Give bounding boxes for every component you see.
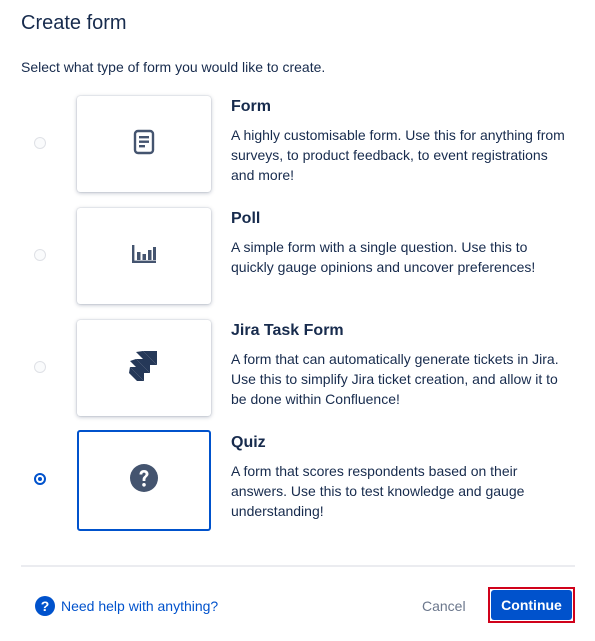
- card-poll[interactable]: [77, 208, 211, 304]
- continue-button[interactable]: Continue: [491, 590, 572, 620]
- cancel-button[interactable]: Cancel: [412, 591, 476, 621]
- help-link-label[interactable]: Need help with anything?: [61, 598, 219, 614]
- card-jira-task-form[interactable]: [77, 320, 211, 416]
- option-title-form: Form: [231, 98, 271, 115]
- option-desc-quiz: A form that scores respondents based on their answers. Use this to test knowledge and gauge understanding!: [231, 463, 525, 519]
- option-jira-task-form[interactable]: [0, 320, 595, 424]
- option-poll[interactable]: [0, 208, 595, 312]
- dialog-subtitle: Select what type of form you would like to create.: [21, 59, 326, 75]
- card-quiz[interactable]: [77, 430, 211, 531]
- option-desc-form: A highly customisable form. Use this for anything from surveys, to product feedback, to event registrations and more!: [231, 127, 565, 183]
- dialog-title: Create form: [21, 12, 127, 34]
- option-title-poll: Poll: [231, 210, 261, 227]
- jira-icon: [127, 349, 161, 388]
- option-desc-poll: A simple form with a single question. Use this to quickly gauge opinions and uncover preferences!: [231, 239, 536, 275]
- option-form[interactable]: [0, 96, 595, 200]
- help-question-icon: ?: [35, 596, 55, 616]
- footer-divider: [21, 565, 575, 567]
- poll-bar-chart-icon: [130, 244, 158, 269]
- help-link[interactable]: [35, 596, 218, 616]
- radio-jira-task-form[interactable]: [34, 361, 46, 373]
- card-form[interactable]: [77, 96, 211, 192]
- radio-quiz[interactable]: [34, 473, 46, 485]
- option-title-jira-task-form: Jira Task Form: [231, 322, 344, 339]
- option-quiz[interactable]: [0, 432, 595, 536]
- radio-form[interactable]: [34, 137, 46, 149]
- option-title-quiz: Quiz: [231, 434, 266, 451]
- form-document-icon: [133, 129, 155, 160]
- radio-poll[interactable]: [34, 249, 46, 261]
- question-circle-icon: [129, 463, 159, 498]
- option-desc-jira-task-form: A form that can automatically generate tickets in Jira. Use this to simplify Jira ticket creation, and allow it to be done within Confluence!: [231, 351, 559, 407]
